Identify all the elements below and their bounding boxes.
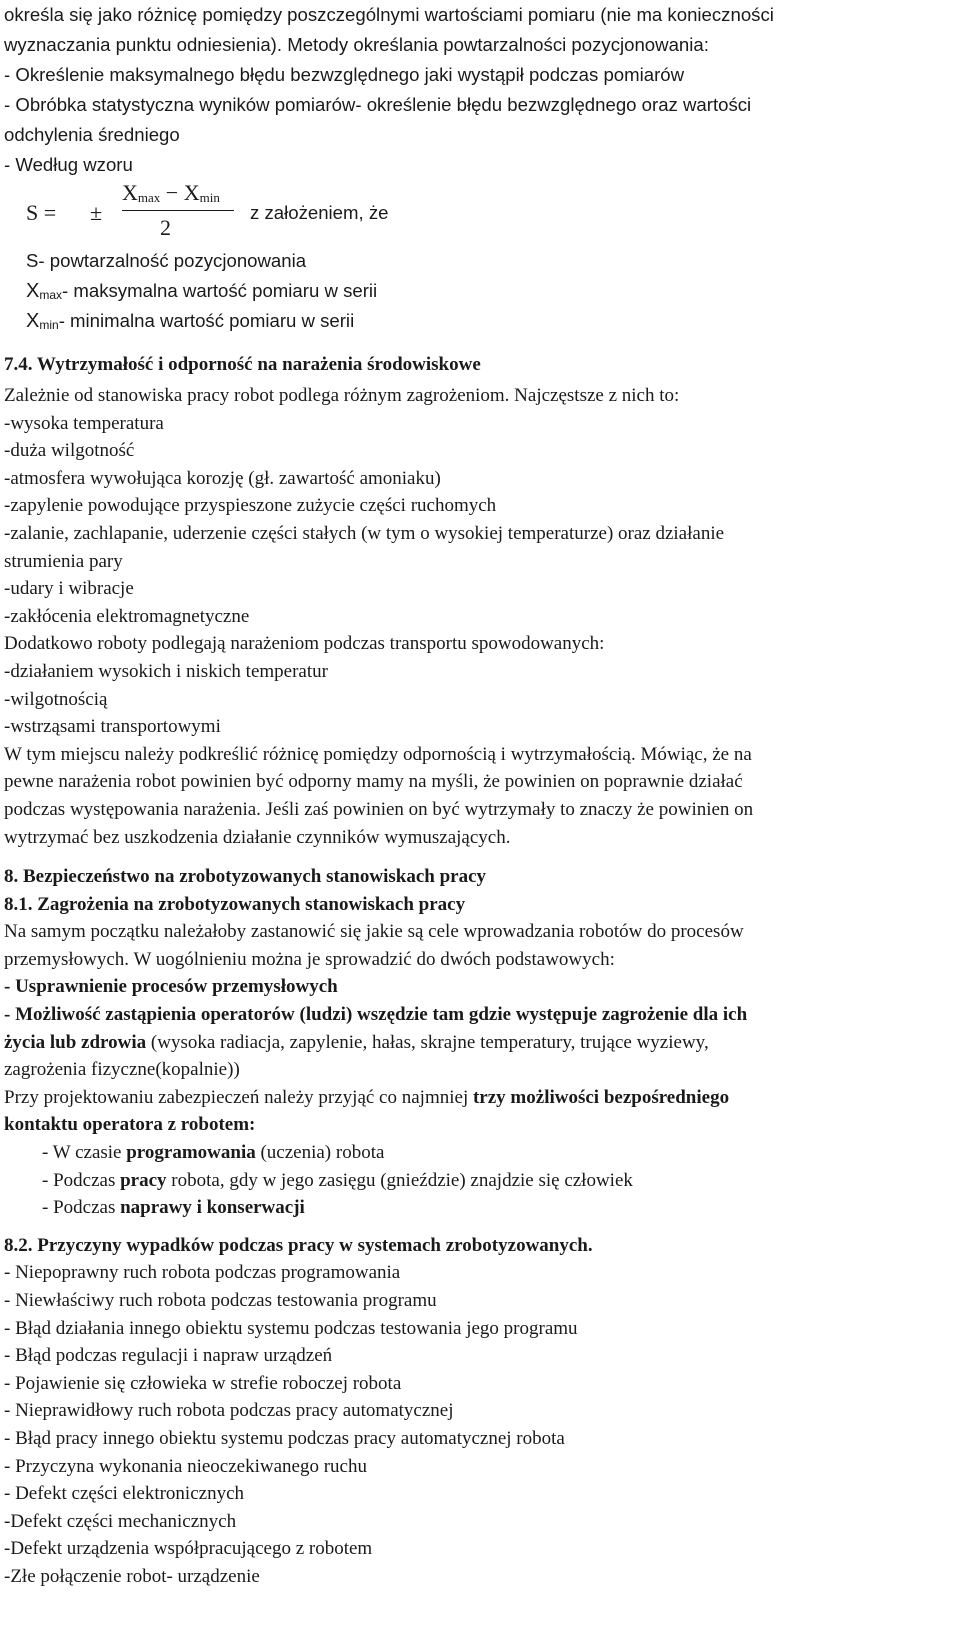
text-line: -atmosfera wywołująca korozję (gł. zawartość amoniaku) xyxy=(4,467,441,489)
list-item: - Defekt części elektronicznych xyxy=(4,1483,245,1505)
fraction-bar xyxy=(122,210,234,211)
list-item: - Niepoprawny ruch robota podczas programowania xyxy=(4,1262,401,1284)
text-line: strumienia pary xyxy=(4,550,123,572)
section-7-4 xyxy=(4,348,956,851)
legend-s: S- powtarzalność pozycjonowania xyxy=(26,250,307,271)
text-line: odchylenia średniego xyxy=(4,124,180,145)
text-line: -wysoka temperatura xyxy=(4,412,164,434)
list-item: - Błąd pracy innego obiektu systemu podczas pracy automatycznej robota xyxy=(4,1427,565,1449)
list-item: -Defekt części mechanicznych xyxy=(4,1510,237,1532)
list-item: - Nieprawidłowy ruch robota podczas pracy automatycznej xyxy=(4,1400,454,1422)
text-line: Zależnie od stanowiska pracy robot podlega różnym zagrożeniom. Najczęstsze z nich to: xyxy=(4,385,680,406)
text-line: Dodatkowo roboty podlegają narażeniom podczas transportu spowodowanych: xyxy=(4,633,605,655)
formula-numerator: $X_{max} - X_{min}$ xyxy=(122,180,220,205)
section-8 xyxy=(4,863,956,1222)
list-item: - Błąd działania innego obiektu systemu podczas testowania jego programu xyxy=(4,1317,578,1339)
text-line: zagrożenia fizyczne(kopalnie)) xyxy=(4,1059,240,1081)
contact-item: - W czasie programowania (uczenia) robota xyxy=(42,1142,385,1164)
text-line: wyznaczania punktu odniesienia). Metody określania powtarzalności pozycjonowania: xyxy=(4,34,709,55)
text-line: - Według wzoru xyxy=(4,154,133,175)
text-line: -wilgotnością xyxy=(4,688,108,710)
formula-legend xyxy=(26,246,956,336)
formula-condition: z założeniem, że xyxy=(250,202,389,223)
intro-text xyxy=(4,0,956,180)
list-item: - Przyczyna wykonania nieoczekiwanego ruchu xyxy=(4,1455,367,1477)
text-line: Na samym początku należałoby zastanowić się jakie są cele wprowadzania robotów do procesów xyxy=(4,921,744,943)
text-line: -duża wilgotność xyxy=(4,440,135,462)
subsection-heading: 8.2. Przyczyny wypadków podczas pracy w systemach zrobotyzowanych. xyxy=(4,1234,593,1256)
text-line: podczas występowania narażenia. Jeśli zaś powinien on być wytrzymały to znaczy że powinien on xyxy=(4,798,754,820)
section-heading: 7.4. Wytrzymałość i odporność na narażenia środowiskowe xyxy=(4,354,481,375)
section-heading: 8. Bezpieczeństwo na zrobotyzowanych stanowiskach pracy xyxy=(4,866,487,888)
list-item: -Złe połączenie robot- urządzenie xyxy=(4,1565,260,1587)
text-line: życia lub zdrowia (wysoka radiacja, zapylenie, hałas, skrajne temperatury, trujące wyziewy, xyxy=(4,1031,709,1053)
text-line: - Obróbka statystyczna wyników pomiarów- określenie błędu bezwzględnego oraz wartości xyxy=(4,94,752,115)
goal-item: - Możliwość zastąpienia operatorów (ludzi) wszędzie tam gdzie występuje zagrożenie dla ich xyxy=(4,1004,748,1026)
text-line: przemysłowych. W uogólnieniu można je sprowadzić do dwóch podstawowych: xyxy=(4,948,615,970)
text-line: -zapylenie powodujące przyspieszone zużycie części ruchomych xyxy=(4,495,497,517)
list-item: - Błąd podczas regulacji i napraw urządzeń xyxy=(4,1345,333,1367)
plus-minus-sign: ± xyxy=(90,200,103,225)
text-line: kontaktu operatora z robotem: xyxy=(4,1114,256,1136)
section-8-2 xyxy=(4,1232,956,1591)
text-line: pewne narażenia robot powinien być odporny mamy na myśli, że powinien on poprawnie działać xyxy=(4,771,743,793)
contact-item: - Podczas naprawy i konserwacji xyxy=(42,1197,305,1219)
legend-xmin: $X_{min}-$ minimalna wartość pomiaru w serii xyxy=(26,310,355,332)
text-line: -udary i wibracje xyxy=(4,578,134,600)
formula-lhs: S = xyxy=(26,200,57,225)
text-line: Przy projektowaniu zabezpieczeń należy przyjąć co najmniej trzy możliwości bezpośredniego xyxy=(4,1086,730,1108)
list-item: - Pojawienie się człowieka w strefie roboczej robota xyxy=(4,1372,402,1394)
list-item: - Niewłaściwy ruch robota podczas testowania programu xyxy=(4,1290,437,1311)
repeatability-formula xyxy=(26,180,956,246)
contact-item: - Podczas pracy robota, gdy w jego zasięgu (gnieździe) znajdzie się człowiek xyxy=(42,1169,633,1191)
text-line: określa się jako różnicę pomiędzy poszczególnymi wartościami pomiaru (nie ma konieczności xyxy=(4,4,774,25)
text-line: -wstrząsami transportowymi xyxy=(4,716,221,738)
text-line: - Określenie maksymalnego błędu bezwzględnego jaki wystąpił podczas pomiarów xyxy=(4,64,685,85)
text-line: -zalanie, zachlapanie, uderzenie części stałych (w tym o wysokiej temperaturze) oraz działanie xyxy=(4,522,725,544)
text-line: -zakłócenia elektromagnetyczne xyxy=(4,605,250,627)
text-line: W tym miejscu należy podkreślić różnicę pomiędzy odpornością i wytrzymałością. Mówiąc, że na xyxy=(4,743,752,765)
subsection-heading: 8.1. Zagrożenia na zrobotyzowanych stanowiskach pracy xyxy=(4,893,466,915)
goal-item: - Usprawnienie procesów przemysłowych xyxy=(4,976,338,998)
text-line: wytrzymać bez uszkodzenia działanie czynników wymuszających. xyxy=(4,826,511,848)
text-line: -działaniem wysokich i niskich temperatur xyxy=(4,660,328,682)
list-item: -Defekt urządzenia współpracującego z robotem xyxy=(4,1538,373,1560)
formula-denominator: 2 xyxy=(160,215,171,240)
legend-xmax: $X_{max}-$ maksymalna wartość pomiaru w serii xyxy=(26,280,378,302)
